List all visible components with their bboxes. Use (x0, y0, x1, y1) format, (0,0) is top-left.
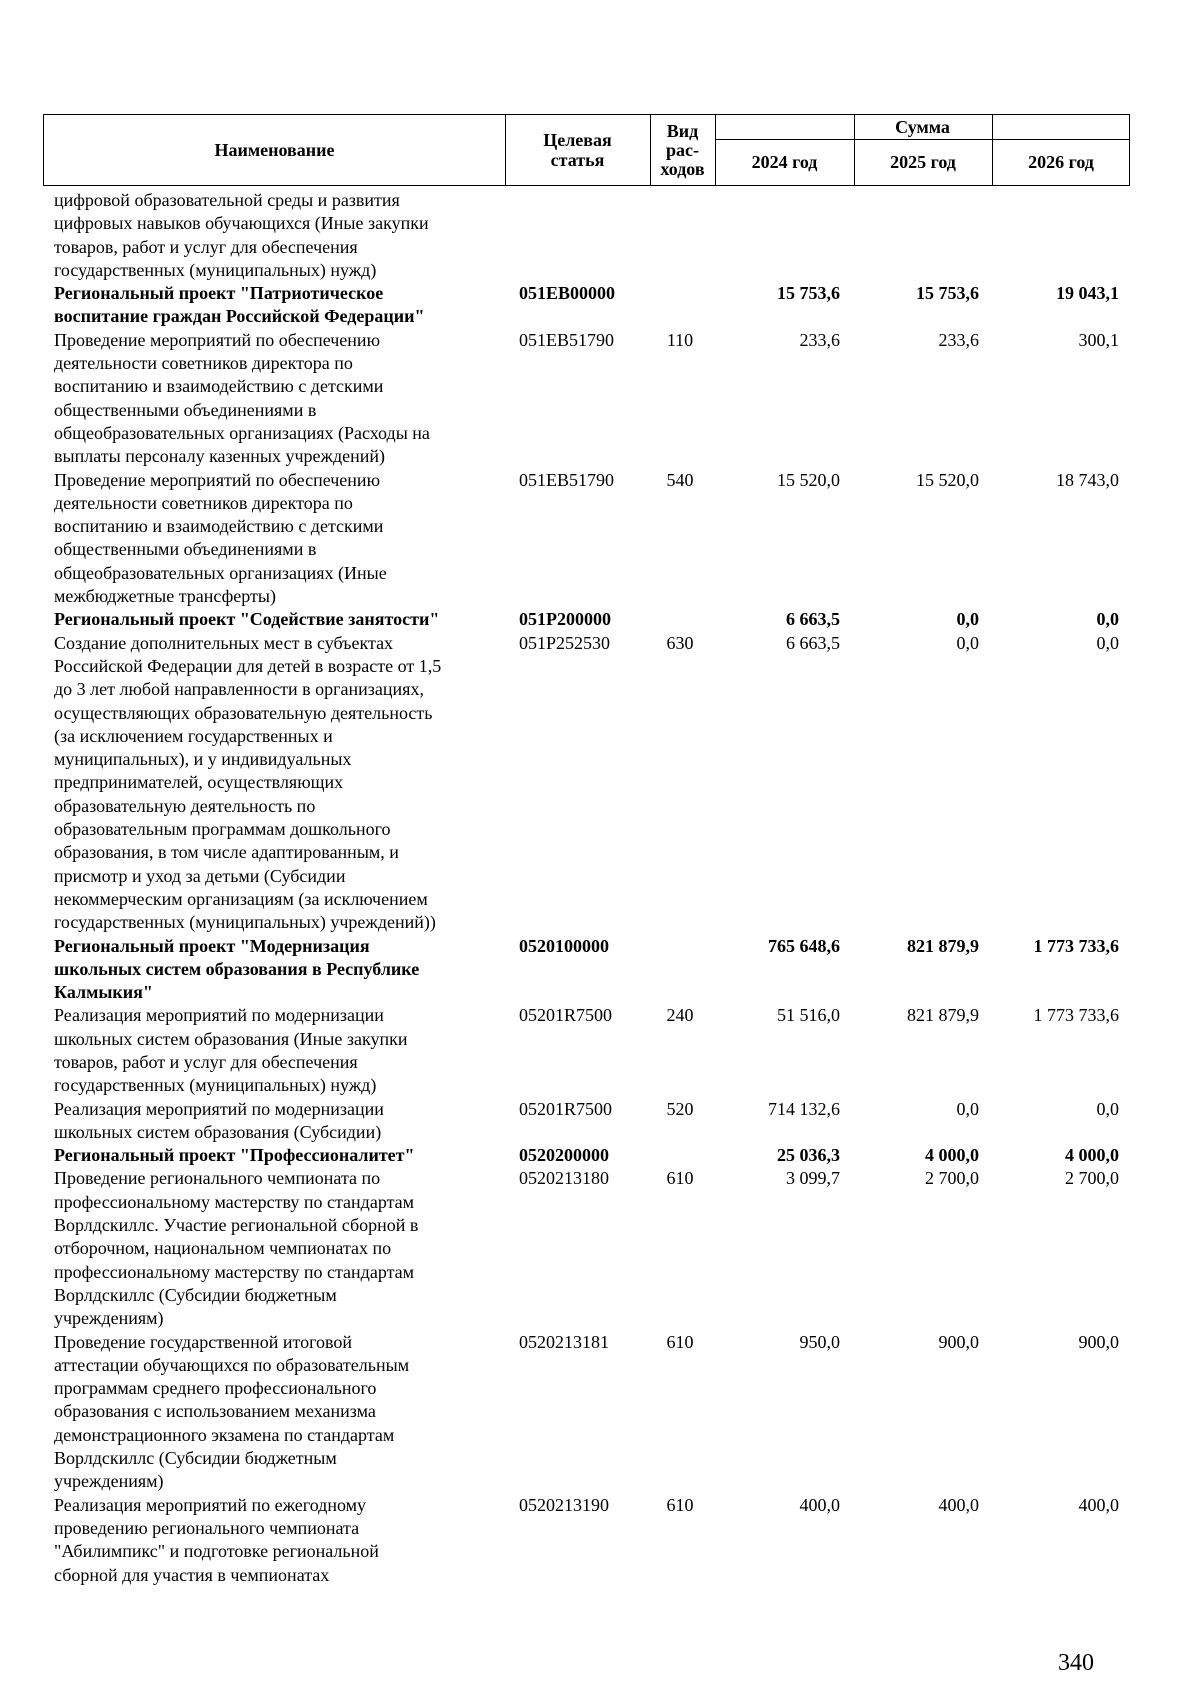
row-name-line: некоммерческим организациям (за исключением (54, 888, 428, 909)
row-name-line: до 3 лет любой направленности в организациях, (54, 679, 424, 700)
row-value-2024: 233,6 (799, 329, 840, 350)
row-name-line: "Абилимпикс" и подготовке региональной (54, 1541, 379, 1562)
project-row (0, 1144, 1200, 1167)
row-name (54, 1494, 504, 1587)
row-target-code: 051EB51790 (519, 469, 615, 490)
row-value-2024: 765 648,6 (768, 935, 840, 956)
row-name-line: отборочном, национальном чемпионатах по (54, 1238, 392, 1259)
row-kind-code: 610 (666, 1168, 694, 1189)
row-value-2026: 1 773 733,6 (1033, 1005, 1119, 1026)
row-name-line: Проведение мероприятий по обеспечению (54, 329, 381, 350)
row-value-2026: 0,0 (1096, 1098, 1119, 1119)
row-value-2024: 950,0 (799, 1331, 840, 1352)
header-2025: 2025 год (890, 152, 956, 172)
row-value-2026: 400,0 (1078, 1494, 1119, 1515)
row-name-line: образовательным программам дошкольного (54, 819, 391, 840)
table-row (0, 1004, 1200, 1097)
row-name-line: государственных (муниципальных) учреждений)) (54, 912, 436, 933)
row-value-2026: 2 700,0 (1065, 1168, 1119, 1189)
row-value-2026: 4 000,0 (1065, 1145, 1119, 1166)
row-name (54, 1004, 504, 1097)
row-name-line: образования, в том числе адаптированным, и (54, 842, 399, 863)
row-name-line: общественными объединениями в (54, 399, 317, 420)
row-name (54, 1098, 504, 1145)
row-name-line: сборной для участия в чемпионатах (54, 1564, 330, 1585)
table-row (0, 1331, 1200, 1494)
header-kind-line2: рас- (666, 139, 699, 160)
row-name-line: цифровой образовательной среды и развития (54, 190, 400, 210)
row-value-2025: 0,0 (956, 632, 979, 653)
row-value-2025: 15 520,0 (916, 469, 979, 490)
row-name-line: Проведение регионального чемпионата по (54, 1168, 381, 1189)
row-kind-code: 610 (666, 1494, 694, 1515)
row-value-2026: 0,0 (1096, 609, 1119, 630)
row-value-2025: 900,0 (938, 1331, 979, 1352)
row-value-2024: 15 753,6 (777, 283, 840, 304)
row-name-line: общеобразовательных организациях (Расходы на (54, 422, 430, 443)
header-target-label: Целевая статья (543, 130, 612, 170)
row-target-code: 0520200000 (519, 1145, 609, 1166)
row-name (54, 935, 504, 1005)
project-row (0, 608, 1200, 631)
header-2026: 2026 год (1028, 152, 1094, 172)
row-name-line: аттестации обучающихся по образовательным (54, 1354, 410, 1375)
row-value-2024: 3 099,7 (786, 1168, 840, 1189)
row-value-2025: 400,0 (938, 1494, 979, 1515)
row-name-line: предпринимателей, осуществляющих (54, 772, 344, 793)
row-kind-code: 240 (666, 1005, 694, 1026)
table-row (0, 632, 1200, 935)
row-name (54, 1331, 504, 1494)
row-name-line: Региональный проект "Содействие занятости" (54, 609, 440, 630)
project-row (0, 935, 1200, 1005)
page-number: 340 (1058, 1650, 1094, 1676)
row-name-line: Реализация мероприятий по модернизации (54, 1098, 384, 1119)
row-target-code: 05201R7500 (519, 1098, 613, 1119)
row-name-line: воспитанию и взаимодействию с детскими (54, 376, 384, 397)
row-name-line: товаров, работ и услуг для обеспечения (54, 236, 358, 257)
row-name (54, 632, 504, 935)
row-name (54, 189, 504, 282)
row-name-line: воспитанию и взаимодействию с детскими (54, 516, 384, 537)
row-name-line: общеобразовательных организациях (Иные (54, 562, 387, 583)
row-name-line: профессиональному мастерству по стандартам (54, 1261, 415, 1282)
row-name-line: Региональный проект "Профессионалитет" (54, 1145, 415, 1166)
row-name (54, 329, 504, 469)
row-value-2025: 0,0 (956, 609, 979, 630)
row-name-line: демонстрационного экзамена по стандартам (54, 1424, 395, 1445)
row-name-line: воспитание граждан Российской Федерации" (54, 306, 425, 327)
row-value-2024: 25 036,3 (777, 1145, 840, 1166)
row-kind-code: 630 (666, 632, 694, 653)
row-target-code: 0520213180 (519, 1168, 609, 1189)
row-name-line: Российской Федерации для детей в возрасте от 1,5 (54, 655, 442, 676)
row-kind-code: 110 (666, 329, 694, 350)
row-name-line: (за исключением государственных и (54, 725, 333, 746)
row-target-code: 051P252530 (519, 632, 611, 653)
row-kind-code: 520 (666, 1098, 694, 1119)
row-value-2026: 1 773 733,6 (1033, 935, 1119, 956)
row-target-code: 051EB51790 (519, 329, 615, 350)
row-kind-code: 610 (666, 1331, 694, 1352)
table-row (0, 329, 1200, 469)
row-name-line: деятельности советников директора по (54, 492, 353, 513)
header-kind-line1: Вид (666, 120, 699, 141)
row-name-line: государственных (муниципальных) нужд) (54, 259, 377, 280)
row-value-2025: 233,6 (938, 329, 979, 350)
header-sum: Сумма (895, 117, 950, 137)
row-name-line: Проведение государственной итоговой (54, 1331, 353, 1352)
row-name-line: учреждениям) (54, 1308, 164, 1329)
row-value-2024: 6 663,5 (786, 609, 840, 630)
row-name (54, 469, 504, 609)
table-header (43, 114, 1130, 186)
table-row (0, 1167, 1200, 1330)
row-value-2025: 821 879,9 (907, 1005, 979, 1026)
row-value-2026: 900,0 (1078, 1331, 1119, 1352)
row-name-line: Региональный проект "Модернизация (54, 935, 370, 956)
row-value-2025: 4 000,0 (925, 1145, 979, 1166)
row-name-line: Калмыкия" (54, 982, 153, 1003)
row-target-code: 0520100000 (519, 935, 609, 956)
row-kind-code: 540 (666, 469, 694, 490)
row-value-2026: 19 043,1 (1056, 283, 1119, 304)
row-name-line: Реализация мероприятий по ежегодному (54, 1494, 367, 1515)
row-name-line: Региональный проект "Патриотическое (54, 283, 384, 304)
row-name-line: программам среднего профессионального (54, 1378, 377, 1399)
table-row (0, 1098, 1200, 1145)
row-name-line: Ворлдскиллс (Субсидии бюджетным (54, 1448, 337, 1469)
header-kind (650, 115, 715, 185)
row-name-line: Реализация мероприятий по модернизации (54, 1005, 384, 1026)
row-name-line: цифровых навыков обучающихся (Иные закупки (54, 213, 429, 234)
row-value-2024: 714 132,6 (768, 1098, 840, 1119)
row-target-code: 05201R7500 (519, 1005, 613, 1026)
table-row (0, 189, 1200, 282)
row-name-line: Ворлдскиллс. Участие региональной сборной в (54, 1215, 419, 1236)
row-value-2024: 400,0 (799, 1494, 840, 1515)
row-name-line: межбюджетные трансферты) (54, 586, 276, 607)
row-value-2026: 0,0 (1096, 632, 1119, 653)
row-name-line: школьных систем образования (Субсидии) (54, 1121, 382, 1142)
header-kind-line3: ходов (660, 158, 705, 179)
row-name (54, 608, 504, 631)
header-name: Наименование (214, 140, 335, 160)
row-name-line: общественными объединениями в (54, 539, 317, 560)
row-name-line: школьных систем образования (Иные закупки (54, 1028, 408, 1049)
project-row (0, 282, 1200, 329)
row-target-code: 051EB00000 (519, 283, 616, 304)
row-name (54, 1144, 504, 1167)
row-name-line: образования с использованием механизма (54, 1401, 376, 1422)
row-name-line: проведению регионального чемпионата (54, 1517, 360, 1538)
row-target-code: 0520213181 (519, 1331, 609, 1352)
row-name-line: муниципальных), и у индивидуальных (54, 749, 352, 770)
row-name-line: государственных (муниципальных) нужд) (54, 1075, 377, 1096)
row-value-2026: 300,1 (1078, 329, 1119, 350)
row-value-2026: 18 743,0 (1056, 469, 1119, 490)
row-name-line: образовательную деятельность по (54, 795, 316, 816)
row-value-2025: 0,0 (956, 1098, 979, 1119)
row-name (54, 282, 504, 329)
header-target (505, 115, 650, 185)
row-value-2024: 15 520,0 (777, 469, 840, 490)
row-name-line: Создание дополнительных мест в субъектах (54, 632, 394, 653)
row-name (54, 1167, 504, 1330)
row-name-line: товаров, работ и услуг для обеспечения (54, 1051, 358, 1072)
table-body (0, 189, 1200, 1587)
row-target-code: 051P200000 (519, 609, 611, 630)
row-name-line: учреждениям) (54, 1471, 164, 1492)
table-row (0, 469, 1200, 609)
header-2024: 2024 год (751, 152, 818, 172)
row-value-2024: 51 516,0 (777, 1005, 840, 1026)
row-name-line: присмотр и уход за детьми (Субсидии (54, 865, 346, 886)
row-value-2025: 2 700,0 (925, 1168, 979, 1189)
row-value-2025: 15 753,6 (916, 283, 979, 304)
row-name-line: выплаты персоналу казенных учреждений) (54, 446, 386, 467)
row-target-code: 0520213190 (519, 1494, 609, 1515)
row-name-line: профессиональному мастерству по стандартам (54, 1191, 415, 1212)
row-value-2024: 6 663,5 (786, 632, 840, 653)
row-name-line: деятельности советников директора по (54, 353, 353, 374)
table-row (0, 1494, 1200, 1587)
row-name-line: Ворлдскиллс (Субсидии бюджетным (54, 1284, 337, 1305)
row-value-2025: 821 879,9 (907, 935, 979, 956)
row-name-line: школьных систем образования в Республике (54, 958, 420, 979)
row-name-line: Проведение мероприятий по обеспечению (54, 469, 381, 490)
row-name-line: осуществляющих образовательную деятельность (54, 702, 433, 723)
